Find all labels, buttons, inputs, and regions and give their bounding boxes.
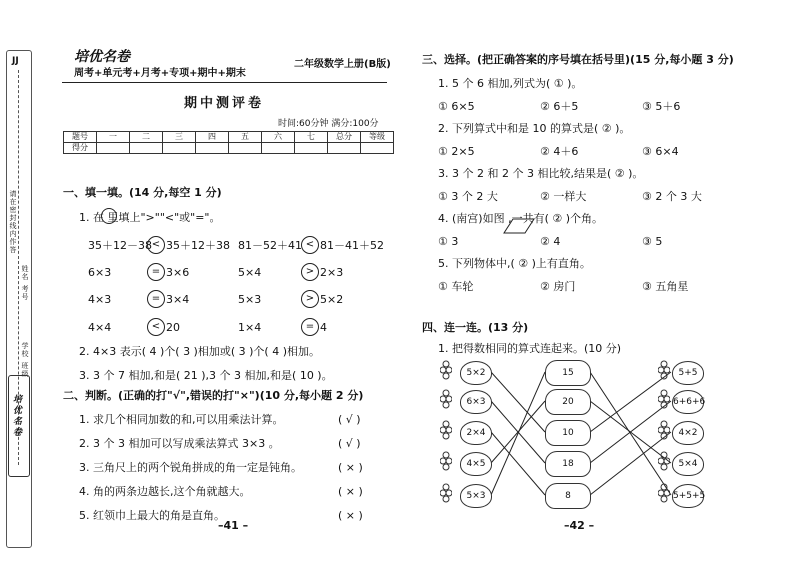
compare-answer-circle[interactable]: < — [147, 318, 165, 336]
choice-option[interactable]: ③ 5 — [642, 235, 663, 248]
result-cloud[interactable]: 18 — [545, 451, 591, 477]
section1-title: 一、填一填。(14 分,每空 1 分) — [63, 186, 222, 199]
result-cloud[interactable]: 15 — [545, 360, 591, 386]
choice-option[interactable]: ③ 2 个 3 大 — [642, 190, 702, 203]
compare-right-expr: 2×3 — [320, 266, 344, 279]
grape-icon — [440, 420, 452, 444]
result-cloud[interactable]: 20 — [545, 389, 591, 415]
match-line — [491, 372, 545, 432]
compare-left-expr: 81－52＋41 — [238, 239, 302, 252]
judge-answer[interactable]: ( × ) — [338, 509, 363, 522]
left-expression-bag[interactable]: 2×4 — [460, 421, 492, 445]
section3-title: 三、选择。(把正确答案的序号填在括号里)(15 分,每小题 3 分) — [422, 53, 734, 66]
left-expression-bag[interactable]: 5×3 — [460, 484, 492, 508]
compare-left-expr: 35＋12－38 — [88, 239, 152, 252]
choice-option[interactable]: ① 3 — [438, 235, 459, 248]
grape-icon — [658, 451, 670, 475]
choice-option[interactable]: ① 车轮 — [438, 280, 474, 293]
left-page-number: –41 – — [218, 519, 249, 532]
score-header: 六 — [262, 132, 295, 143]
choice-option[interactable]: ① 3 个 2 大 — [438, 190, 498, 203]
match-line — [491, 432, 545, 495]
score-header: 一 — [97, 132, 130, 143]
section1-q1-intro: 1. 在 里填上">""<"或"="。 — [79, 211, 221, 224]
choice-option[interactable]: ① 2×5 — [438, 145, 475, 158]
right-expression-bag[interactable]: 5+5+5 — [672, 484, 704, 508]
score-header: 总分 — [328, 132, 361, 143]
result-cloud[interactable]: 8 — [545, 483, 591, 509]
grape-icon — [658, 389, 670, 413]
left-expression-bag[interactable]: 6×3 — [460, 390, 492, 414]
compare-left-expr: 6×3 — [88, 266, 112, 279]
judge-question: 2. 3 个 3 相加可以写成乘法算式 3×3 。 — [79, 437, 280, 450]
judge-answer[interactable]: ( × ) — [338, 461, 363, 474]
page-title: 期中测评卷 — [184, 96, 265, 111]
judge-question: 4. 角的两条边越长,这个角就越大。 — [79, 485, 251, 498]
choice-option[interactable]: ② 4 — [540, 235, 561, 248]
choice-option[interactable]: ② 4＋6 — [540, 145, 579, 158]
compare-left-expr: 5×4 — [238, 266, 262, 279]
grape-icon — [440, 389, 452, 413]
score-header: 题号 — [64, 132, 97, 143]
sidebar-field-id: 考号 — [21, 285, 29, 301]
grade-text: 二年级数学上册(B版) — [294, 59, 391, 70]
choice-option[interactable]: ② 房门 — [540, 280, 576, 293]
judge-question: 1. 求几个相同加数的和,可以用乘法计算。 — [79, 413, 284, 426]
brand-logo: 培优名卷 — [74, 49, 130, 65]
choice-option[interactable]: ③ 6×4 — [642, 145, 679, 158]
section1-q3: 3. 3 个 7 相加,和是( 21 ),3 个 3 相加,和是( 10 )。 — [79, 369, 333, 382]
compare-left-expr: 4×4 — [88, 321, 112, 334]
grape-icon — [440, 483, 452, 507]
compare-answer-circle[interactable]: > — [301, 290, 319, 308]
section2-title: 二、判断。(正确的打"√",错误的打"×")(10 分,每小题 2 分) — [63, 389, 364, 402]
compare-right-expr: 5×2 — [320, 293, 344, 306]
series-text: 周考+单元考+月考+专项+期中+期末 — [74, 68, 246, 79]
compare-answer-circle[interactable]: = — [147, 290, 165, 308]
right-expression-bag[interactable]: 5×4 — [672, 452, 704, 476]
score-header: 等级 — [361, 132, 394, 143]
left-expression-bag[interactable]: 5×2 — [460, 361, 492, 385]
score-header: 七 — [295, 132, 328, 143]
grape-icon — [658, 483, 670, 507]
compare-right-expr: 20 — [166, 321, 180, 334]
sidebar-field-name: 姓名 — [21, 265, 29, 281]
match-line — [491, 372, 545, 495]
choice-question: 5. 下列物体中,( ② )上有直角。 — [438, 257, 591, 270]
compare-right-expr: 4 — [320, 321, 327, 334]
choice-option[interactable]: ① 6×5 — [438, 100, 475, 113]
score-header: 三 — [163, 132, 196, 143]
compare-answer-circle[interactable]: < — [147, 236, 165, 254]
score-header: 五 — [229, 132, 262, 143]
grape-icon — [658, 360, 670, 384]
choice-option[interactable]: ② 6＋5 — [540, 100, 579, 113]
choice-option[interactable]: ③ 五角星 — [642, 280, 689, 293]
section4-q1: 1. 把得数相同的算式连起来。(10 分) — [438, 342, 622, 355]
judge-question: 3. 三角尺上的两个锐角拼成的角一定是钝角。 — [79, 461, 302, 474]
compare-right-expr: 35＋12＋38 — [166, 239, 230, 252]
compare-answer-circle[interactable]: < — [301, 236, 319, 254]
sidebar-notice: 请在密封线内作答 — [9, 190, 17, 254]
grape-icon — [440, 451, 452, 475]
choice-option[interactable]: ② 一样大 — [540, 190, 587, 203]
section1-q2: 2. 4×3 表示( 4 )个( 3 )相加或( 3 )个( 4 )相加。 — [79, 345, 321, 358]
right-expression-bag[interactable]: 4×2 — [672, 421, 704, 445]
right-expression-bag[interactable]: 5+5 — [672, 361, 704, 385]
compare-answer-circle[interactable]: = — [147, 263, 165, 281]
right-page-number: –42 – — [564, 519, 595, 532]
score-row-label: 得分 — [64, 143, 97, 154]
judge-answer[interactable]: ( × ) — [338, 485, 363, 498]
compare-right-expr: 3×4 — [166, 293, 190, 306]
choice-question: 3. 3 个 2 和 2 个 3 相比较,结果是( ② )。 — [438, 167, 644, 180]
judge-question: 5. 红领巾上最大的角是直角。 — [79, 509, 225, 522]
compare-left-expr: 5×3 — [238, 293, 262, 306]
choice-question: 2. 下列算式中和是 10 的算式是( ② )。 — [438, 122, 631, 135]
sidebar-field-class: 班级 — [21, 362, 29, 378]
compare-answer-circle[interactable]: > — [301, 263, 319, 281]
choice-question: 4. (南宫)如图 ,一共有( ② )个角。 — [438, 212, 604, 225]
time-score: 时间:60分钟 满分:100分 — [278, 119, 379, 129]
compare-left-expr: 4×3 — [88, 293, 112, 306]
section4-title: 四、连一连。(13 分) — [422, 321, 529, 334]
choice-question: 1. 5 个 6 相加,列式为( ① )。 — [438, 77, 583, 90]
sidebar-logo: 培优名卷 — [13, 395, 23, 438]
grape-icon — [440, 360, 452, 384]
choice-option[interactable]: ③ 5＋6 — [642, 100, 681, 113]
compare-answer-circle[interactable]: = — [301, 318, 319, 336]
left-expression-bag[interactable]: 4×5 — [460, 452, 492, 476]
grape-icon — [658, 420, 670, 444]
result-cloud[interactable]: 10 — [545, 420, 591, 446]
judge-answer[interactable]: ( √ ) — [338, 437, 361, 450]
score-header: 二 — [130, 132, 163, 143]
right-expression-bag[interactable]: 6+6+6 — [672, 390, 704, 414]
judge-answer[interactable]: ( √ ) — [338, 413, 361, 426]
compare-right-expr: 3×6 — [166, 266, 190, 279]
sidebar-code: JJ — [12, 56, 19, 66]
score-header: 四 — [196, 132, 229, 143]
compare-right-expr: 81－41＋52 — [320, 239, 384, 252]
compare-left-expr: 1×4 — [238, 321, 262, 334]
sidebar-field-school: 学校 — [21, 342, 29, 358]
